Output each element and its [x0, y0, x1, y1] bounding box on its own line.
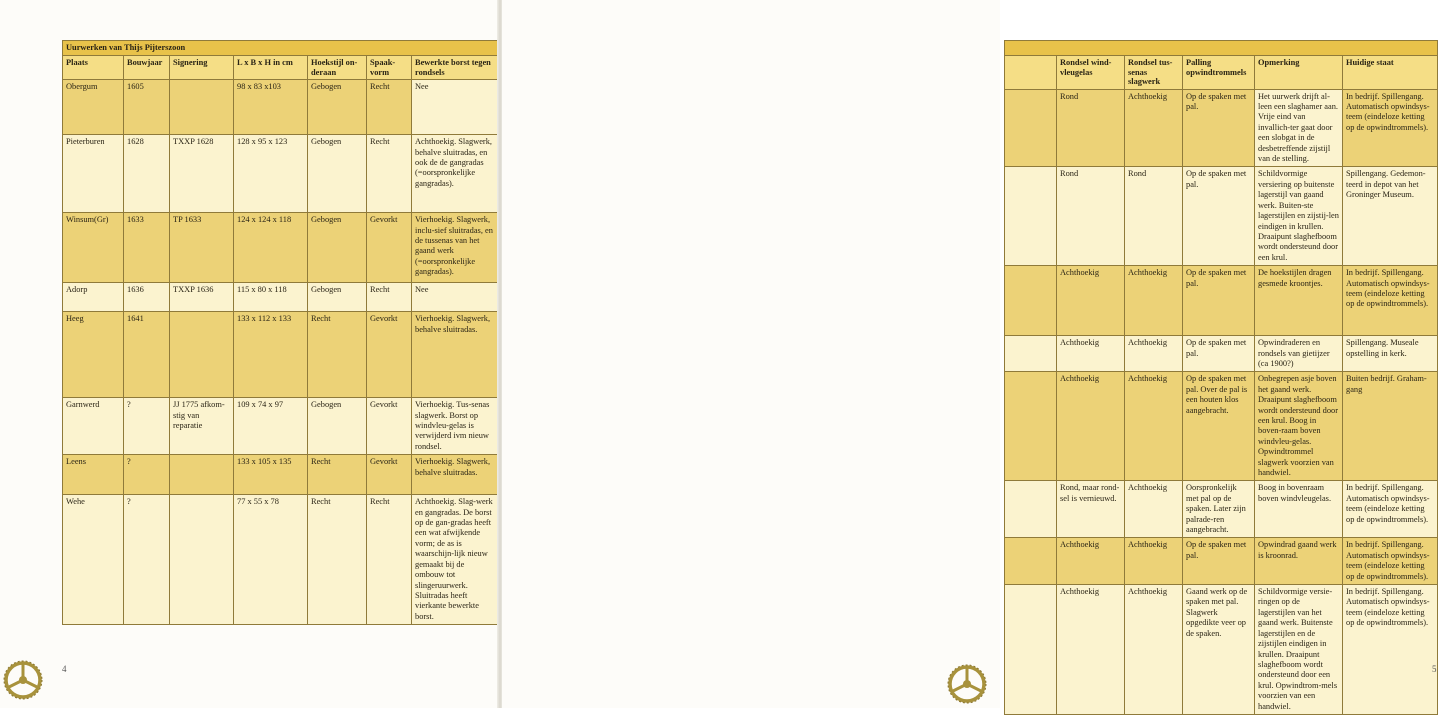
header-rondsel-wind: Rondsel wind-vleugelas [1057, 56, 1125, 89]
cell-staat: Spillengang. Gedemon-teerd in depot van het Groninger Museum. [1343, 167, 1438, 266]
cell-hoekstijl: Gebogen [308, 135, 367, 213]
cell-lbh: 133 x 105 x 135 [234, 455, 308, 495]
cell-signering: JJ 1775 afkom-stig van reparatie [170, 398, 234, 455]
cell-bouwjaar: ? [124, 398, 170, 455]
table-row [1005, 481, 1438, 538]
cell-spaakvorm: Recht [367, 80, 412, 135]
table-row [63, 283, 499, 312]
cell-palling: Oorspronkelijk met pal op de spaken. Later zijn palrade-ren aangebracht. [1183, 481, 1255, 538]
clockworks-table-right [1004, 40, 1438, 715]
cell-palling: Op de spaken met pal. [1183, 266, 1255, 336]
cell-borst: Vierhoekig. Slagwerk, inclu-sief sluitradas, en de tussenas van het gaand werk (=oorspronkelijke gangradas). [412, 213, 499, 283]
cell-spaakvorm: Gevorkt [367, 455, 412, 495]
table-header-row [63, 56, 499, 80]
cell-bouwjaar: 1641 [124, 312, 170, 398]
header-borst: Bewerkte borst tegen rondsels [412, 56, 499, 80]
brass-gear-wheel-icon [3, 660, 43, 700]
cell-signering: TP 1633 [170, 213, 234, 283]
cell-hoekstijl: Recht [308, 312, 367, 398]
table-row [1005, 336, 1438, 372]
cell-rondsel-wind: Achthoekig [1057, 266, 1125, 336]
cell-spaakvorm: Recht [367, 495, 412, 625]
cell-rondsel-tussen: Achthoekig [1125, 266, 1183, 336]
table-title: Uurwerken van Thijs Pijterszoon [63, 41, 499, 56]
table-row [1005, 266, 1438, 336]
right-page [502, 0, 1437, 711]
cell-opmerking: Schildvormige versie-ringen op de lagerstijlen van het gaand werk. Buitenste lagerstijlen en de zijstijlen eindigen in krullen. Draaipunt slaghefboom wordt ondersteund door een krul. Opwindtrom-mels voorzien van een handwiel. [1255, 585, 1343, 715]
cell-hoekstijl: Gebogen [308, 213, 367, 283]
header-signering: Signering [170, 56, 234, 80]
cell-opmerking: Schildvormige versiering op buitenste lagerstijl van gaand werk. Buiten-ste lagerstijlen en zijstij-len eindigen in krullen. Draaipunt slaghefboom wordt ondersteund door een krul. [1255, 167, 1343, 266]
cell-opmerking: Onbegrepen asje boven het gaand werk. Draaipunt slaghefboom wordt ondersteund door een krul. Boog in boven-raam boven windvleu-gelas. Opwindtrommel slagwerk voorzien van handwiel. [1255, 372, 1343, 481]
cell-rondsel-wind: Achthoekig [1057, 336, 1125, 372]
cell-hoekstijl: Gebogen [308, 80, 367, 135]
cell-opmerking: De hoekstijlen dragen gesmede kroontjes. [1255, 266, 1343, 336]
cell-signering [170, 455, 234, 495]
cell-rondsel-tussen: Achthoekig [1125, 336, 1183, 372]
cell-spaakvorm: Recht [367, 135, 412, 213]
cell-spaakvorm: Recht [367, 283, 412, 312]
table-row [1005, 89, 1438, 167]
cell-bouwjaar: 1628 [124, 135, 170, 213]
cell-palling: Op de spaken met pal. [1183, 167, 1255, 266]
cell-staat: In bedrijf. Spillengang. Automatisch opwindsys-teem (eindeloze ketting op de opwindtrommels). [1343, 538, 1438, 585]
cell-hoekstijl: Recht [308, 455, 367, 495]
cell-signering [170, 80, 234, 135]
cell-borst: Vierhoekig. Tus-senas slagwerk. Borst op windvleu-gelas is verwijderd ivm nieuw rondsel. [412, 398, 499, 455]
table-header-row [1005, 56, 1438, 89]
cell-opmerking: Opwindrad gaand werk is kroonrad. [1255, 538, 1343, 585]
cell-borst: Achthoekig. Slag-werk en gangradas. De borst op de gan-gradas heeft een wat afwijkende vorm; de as is waarschijn-lijk nieuw gemaakt bij de ombouw tot slingeruurwerk. Sluitradas heeft vierkante bewerkte borst. [412, 495, 499, 625]
cell-borst: Vierhoekig. Slagwerk, behalve sluitradas. [412, 312, 499, 398]
cell-rondsel-wind: Achthoekig [1057, 585, 1125, 715]
cell-palling: Op de spaken met pal. [1183, 89, 1255, 167]
cell-palling: Op de spaken met pal. [1183, 336, 1255, 372]
header-rondsel-tussen: Rondsel tus-senas slagwerk [1125, 56, 1183, 89]
cell-bouwjaar: 1636 [124, 283, 170, 312]
cell-lbh: 115 x 80 x 118 [234, 283, 308, 312]
cell-plaats: Winsum(Gr) [63, 213, 124, 283]
cell-spaakvorm: Gevorkt [367, 213, 412, 283]
cell-lbh: 109 x 74 x 97 [234, 398, 308, 455]
cell-plaats: Obergum [63, 80, 124, 135]
cell-plaats: Leens [63, 455, 124, 495]
cell-signering [170, 312, 234, 398]
table-row [1005, 372, 1438, 481]
page-number-left: 4 [62, 664, 67, 674]
cell-lbh: 98 x 83 x103 [234, 80, 308, 135]
cell-lbh: 77 x 55 x 78 [234, 495, 308, 625]
cell-borst: Nee [412, 283, 499, 312]
cell-rondsel-tussen: Rond [1125, 167, 1183, 266]
cell-staat: In bedrijf. Spillengang. Automatisch opwindsys-teem (eindeloze ketting op de opwindtrommels). [1343, 481, 1438, 538]
header-bouwjaar: Bouwjaar [124, 56, 170, 80]
cell-signering: TXXP 1628 [170, 135, 234, 213]
cell-plaats: Adorp [63, 283, 124, 312]
cell-plaats: Garnwerd [63, 398, 124, 455]
cell-staat: In bedrijf. Spillengang. Automatisch opwindsys-teem (eindeloze ketting op de opwindtrommels). [1343, 585, 1438, 715]
cell-borst: Achthoekig. Slagwerk, behalve sluitradas, en ook de de gangradas (=oorspronkelijke gangradas). [412, 135, 499, 213]
cell-staat: Buiten bedrijf. Graham-gang [1343, 372, 1438, 481]
table-row [63, 495, 499, 625]
cell-hoekstijl: Recht [308, 495, 367, 625]
cell-plaats: Heeg [63, 312, 124, 398]
cell-staat: In bedrijf. Spillengang. Automatisch opwindsys-teem (eindeloze ketting op de opwindtrommels). [1343, 266, 1438, 336]
cell-signering: TXXP 1636 [170, 283, 234, 312]
cell-palling: Gaand werk op de spaken met pal. Slagwerk opgedikte veer op de spaken. [1183, 585, 1255, 715]
cell-bouwjaar: ? [124, 455, 170, 495]
table-row [63, 213, 499, 283]
cell-bouwjaar: 1633 [124, 213, 170, 283]
page-number-right: 5 [1432, 664, 1437, 674]
left-page [0, 0, 498, 708]
cell-spaakvorm: Gevorkt [367, 312, 412, 398]
cell-spaakvorm: Gevorkt [367, 398, 412, 455]
brass-gear-wheel-icon [947, 664, 987, 704]
cell-rondsel-wind: Achthoekig [1057, 538, 1125, 585]
header-plaats: Plaats [63, 56, 124, 80]
cell-opmerking: Opwindraderen en rondsels van gietijzer (ca 1900?) [1255, 336, 1343, 372]
cell-lbh: 128 x 95 x 123 [234, 135, 308, 213]
cell-rondsel-tussen: Achthoekig [1125, 481, 1183, 538]
cell-opmerking: Boog in bovenraam boven windvleugelas. [1255, 481, 1343, 538]
table-row [1005, 585, 1438, 715]
table-row [1005, 538, 1438, 585]
table-row [63, 398, 499, 455]
cell-hoekstijl: Gebogen [308, 283, 367, 312]
cell-lbh: 124 x 124 x 118 [234, 213, 308, 283]
cell-rondsel-tussen: Achthoekig [1125, 538, 1183, 585]
cell-plaats: Wehe [63, 495, 124, 625]
cell-rondsel-tussen: Achthoekig [1125, 89, 1183, 167]
header-hoekstijl: Hoekstijl on-deraan [308, 56, 367, 80]
header-staat: Huidige staat [1343, 56, 1438, 89]
header-opmerking: Opmerking [1255, 56, 1343, 89]
cell-plaats: Pieterburen [63, 135, 124, 213]
cell-rondsel-tussen: Achthoekig [1125, 372, 1183, 481]
table-row [63, 312, 499, 398]
header-palling: Palling opwindtrommels [1183, 56, 1255, 89]
cell-lbh: 133 x 112 x 133 [234, 312, 308, 398]
table-title-row [63, 41, 499, 56]
cell-rondsel-wind: Rond [1057, 167, 1125, 266]
cell-opmerking: Het uurwerk drijft al-leen een slaghamer aan. Vrije eind van invallich-ter gaat door een slobgat in de desbetreffende zijstijl van de stelling. [1255, 89, 1343, 167]
cell-staat: In bedrijf. Spillengang. Automatisch opwindsys-teem (eindeloze ketting op de opwindtrommels). [1343, 89, 1438, 167]
cell-signering [170, 495, 234, 625]
cell-palling: Op de spaken met pal. Over de pal is een houten klos aangebracht. [1183, 372, 1255, 481]
cell-palling: Op de spaken met pal. [1183, 538, 1255, 585]
table-row [63, 80, 499, 135]
table-row [63, 135, 499, 213]
clockworks-table-left [62, 40, 499, 625]
header-lbh: L x B x H in cm [234, 56, 308, 80]
cell-hoekstijl: Gebogen [308, 398, 367, 455]
cell-staat: Spillengang. Museale opstelling in kerk. [1343, 336, 1438, 372]
table-row [63, 455, 499, 495]
cell-borst: Nee [412, 80, 499, 135]
cell-rondsel-wind: Rond, maar rond-sel is vernieuwd. [1057, 481, 1125, 538]
cell-rondsel-wind: Achthoekig [1057, 372, 1125, 481]
cell-rondsel-tussen: Achthoekig [1125, 585, 1183, 715]
cell-rondsel-wind: Rond [1057, 89, 1125, 167]
cell-bouwjaar: ? [124, 495, 170, 625]
header-spaakvorm: Spaak-vorm [367, 56, 412, 80]
cell-borst: Vierhoekig. Slagwerk, behalve sluitradas. [412, 455, 499, 495]
table-title-band [1005, 41, 1438, 56]
table-row [1005, 167, 1438, 266]
cell-bouwjaar: 1605 [124, 80, 170, 135]
